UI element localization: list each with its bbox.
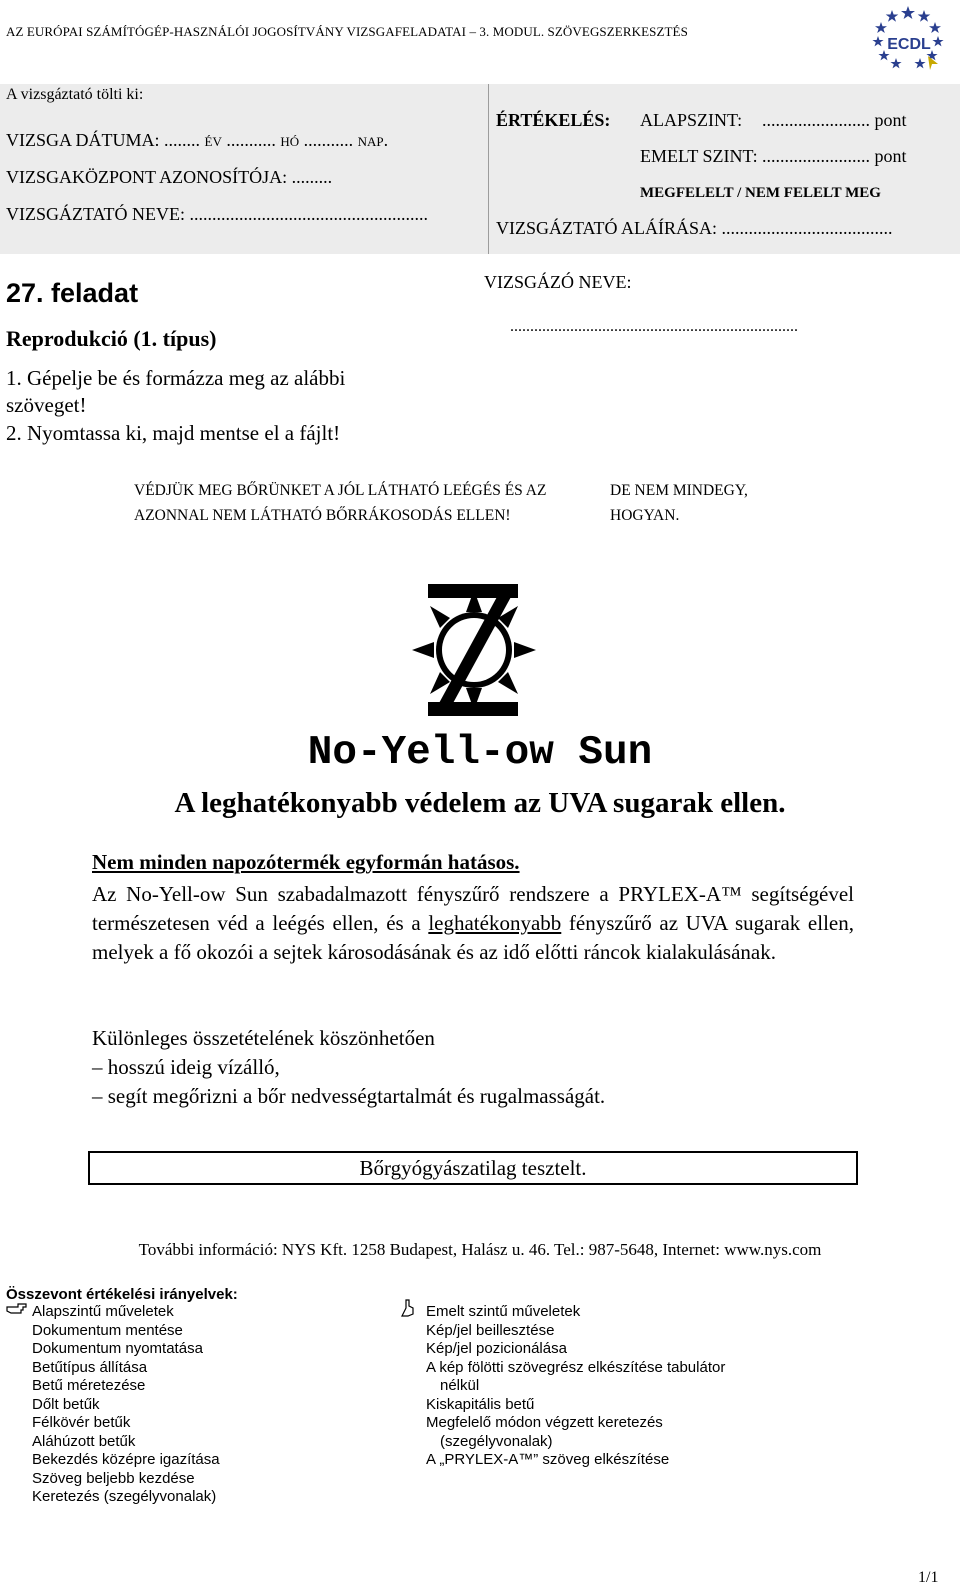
- criteria-item: A „PRYLEX-A™” szöveg elkészítése: [426, 1451, 670, 1468]
- evaluation-label: ÉRTÉKELÉS:: [496, 110, 611, 130]
- criteria-item: Megfelelő módon végzett keretezés: [426, 1414, 663, 1431]
- contact-info: További információ: NYS Kft. 1258 Budapest, Halász u. 46. Tel.: 987-5648, Internet: www.nys.com: [138, 1240, 822, 1259]
- writing-hand-icon: [400, 1298, 416, 1323]
- criteria-item: (szegélyvonalak): [440, 1432, 553, 1450]
- body-text-after: fényszűrő az UVA sugarak ellen, melyek a fő okozói a sejtek károsodásának és az idő előtti ráncok kialakulásának.: [92, 911, 854, 964]
- examiner-name-line: VIZSGÁZTATÓ NEVE: .....................................................: [6, 204, 429, 224]
- advanced-criteria-list: [426, 1303, 725, 1470]
- brand-name: No-Yell-ow Sun: [307, 730, 653, 776]
- criteria-item: Kép/jel pozicionálása: [426, 1340, 567, 1357]
- candidate-name-dots: ........................................................................: [510, 318, 798, 335]
- caption-right: DE NEM MINDEGY, HOGYAN.: [610, 482, 748, 524]
- criteria-item: Betűtípus állítása: [32, 1358, 148, 1376]
- subheading: Nem minden napozótermék egyformán hatásos.: [92, 850, 520, 874]
- task-title: 27. feladat: [6, 278, 139, 308]
- criteria-item: Emelt szintű műveletek: [426, 1303, 581, 1320]
- task-subtitle: Reprodukció (1. típus): [6, 326, 217, 351]
- criteria-item: Keretezés (szegélyvonalak): [32, 1488, 217, 1505]
- ecdl-logo-text: ECDL: [887, 36, 931, 53]
- page-number: 1/1: [918, 1569, 939, 1586]
- page-header-title: AZ EURÓPAI SZÁMÍTÓGÉP-HASZNÁLÓI JOGOSÍTVÁNY VIZSGAFELADATAI – 3. MODUL. SZÖVEGSZERKESZTÉS: [6, 24, 688, 39]
- criteria-item: nélkül: [440, 1377, 480, 1394]
- basic-level-label: ALAPSZINT:: [640, 110, 743, 130]
- basic-criteria-list: [32, 1303, 220, 1507]
- advanced-level-label: EMELT SZINT:: [640, 146, 758, 166]
- caption-left: VÉDJÜK MEG BŐRÜNKET A JÓL LÁTHATÓ LEÉGÉS ÉS AZ AZONNAL NEM LÁTHATÓ BŐRRÁKOSODÁS ELLEN!: [134, 482, 547, 524]
- criteria-item: Dőlt betűk: [32, 1395, 100, 1413]
- features-intro: Különleges összetételének köszönhetően: [92, 1026, 435, 1050]
- feature-item: – hosszú ideig vízálló,: [92, 1055, 280, 1079]
- candidate-name-label: VIZSGÁZÓ NEVE:: [484, 272, 632, 292]
- body-text-underlined: leghatékonyabb: [428, 911, 562, 935]
- sun-logo-letter: Z: [404, 582, 405, 583]
- criteria-item: Dokumentum mentése: [32, 1321, 183, 1339]
- body-paragraph: [92, 880, 854, 967]
- evaluation-title: Összevont értékelési irányelvek:: [6, 1286, 238, 1303]
- feature-item: – segít megőrizni a bőr nedvességtartalmát és rugalmasságát.: [92, 1084, 606, 1108]
- sun-logo-image: [404, 582, 544, 718]
- criteria-item: Szöveg beljebb kezdése: [32, 1469, 195, 1487]
- criteria-item: A kép fölötti szövegrész elkészítése tabulátor: [426, 1358, 726, 1376]
- criteria-item: Bekezdés középre igazítása: [32, 1451, 220, 1468]
- pass-fail-line: MEGFELELT / NEM FELELT MEG: [640, 185, 881, 201]
- examiner-signature-line: VIZSGÁZTATÓ ALÁÍRÁSA: ......................................: [496, 218, 893, 238]
- exam-center-line: VIZSGAKÖZPONT AZONOSÍTÓJA: .........: [6, 167, 333, 187]
- advanced-level-value: ........................ pont: [762, 146, 907, 166]
- criteria-item: Kép/jel beillesztése: [426, 1321, 555, 1339]
- pointing-hand-icon: [6, 1301, 28, 1322]
- basic-level-value: ........................ pont: [762, 110, 907, 130]
- criteria-item: Kiskapitális betű: [426, 1395, 535, 1413]
- task-step-1: 1. Gépelje be és formázza meg az alábbi szöveget!: [6, 366, 346, 417]
- criteria-item: Betű méretezése: [32, 1377, 146, 1394]
- criteria-item: Alapszintű műveletek: [32, 1303, 174, 1320]
- fill-label: A vizsgáztató tölti ki:: [6, 86, 144, 103]
- body-text-before: Az No-Yell-ow Sun szabadalmazott fényszűrő rendszere a PRYLEX-A™ segítségével természetesen véd a leégés ellen, és a: [92, 882, 854, 935]
- framed-text: Bőrgyógyászatilag tesztelt.: [88, 1151, 858, 1185]
- criteria-item: Aláhúzott betűk: [32, 1432, 136, 1450]
- ecdl-logo: [866, 2, 950, 76]
- exam-date-line: VIZSGA DÁTUMA: ........ év ........... hó ........... nap.: [6, 130, 389, 150]
- slogan: A leghatékonyabb védelem az UVA sugarak ellen.: [174, 787, 786, 819]
- criteria-item: Dokumentum nyomtatása: [32, 1340, 203, 1357]
- criteria-item: Félkövér betűk: [32, 1414, 131, 1431]
- task-step-2: 2. Nyomtassa ki, majd mentse el a fájlt!: [6, 421, 341, 445]
